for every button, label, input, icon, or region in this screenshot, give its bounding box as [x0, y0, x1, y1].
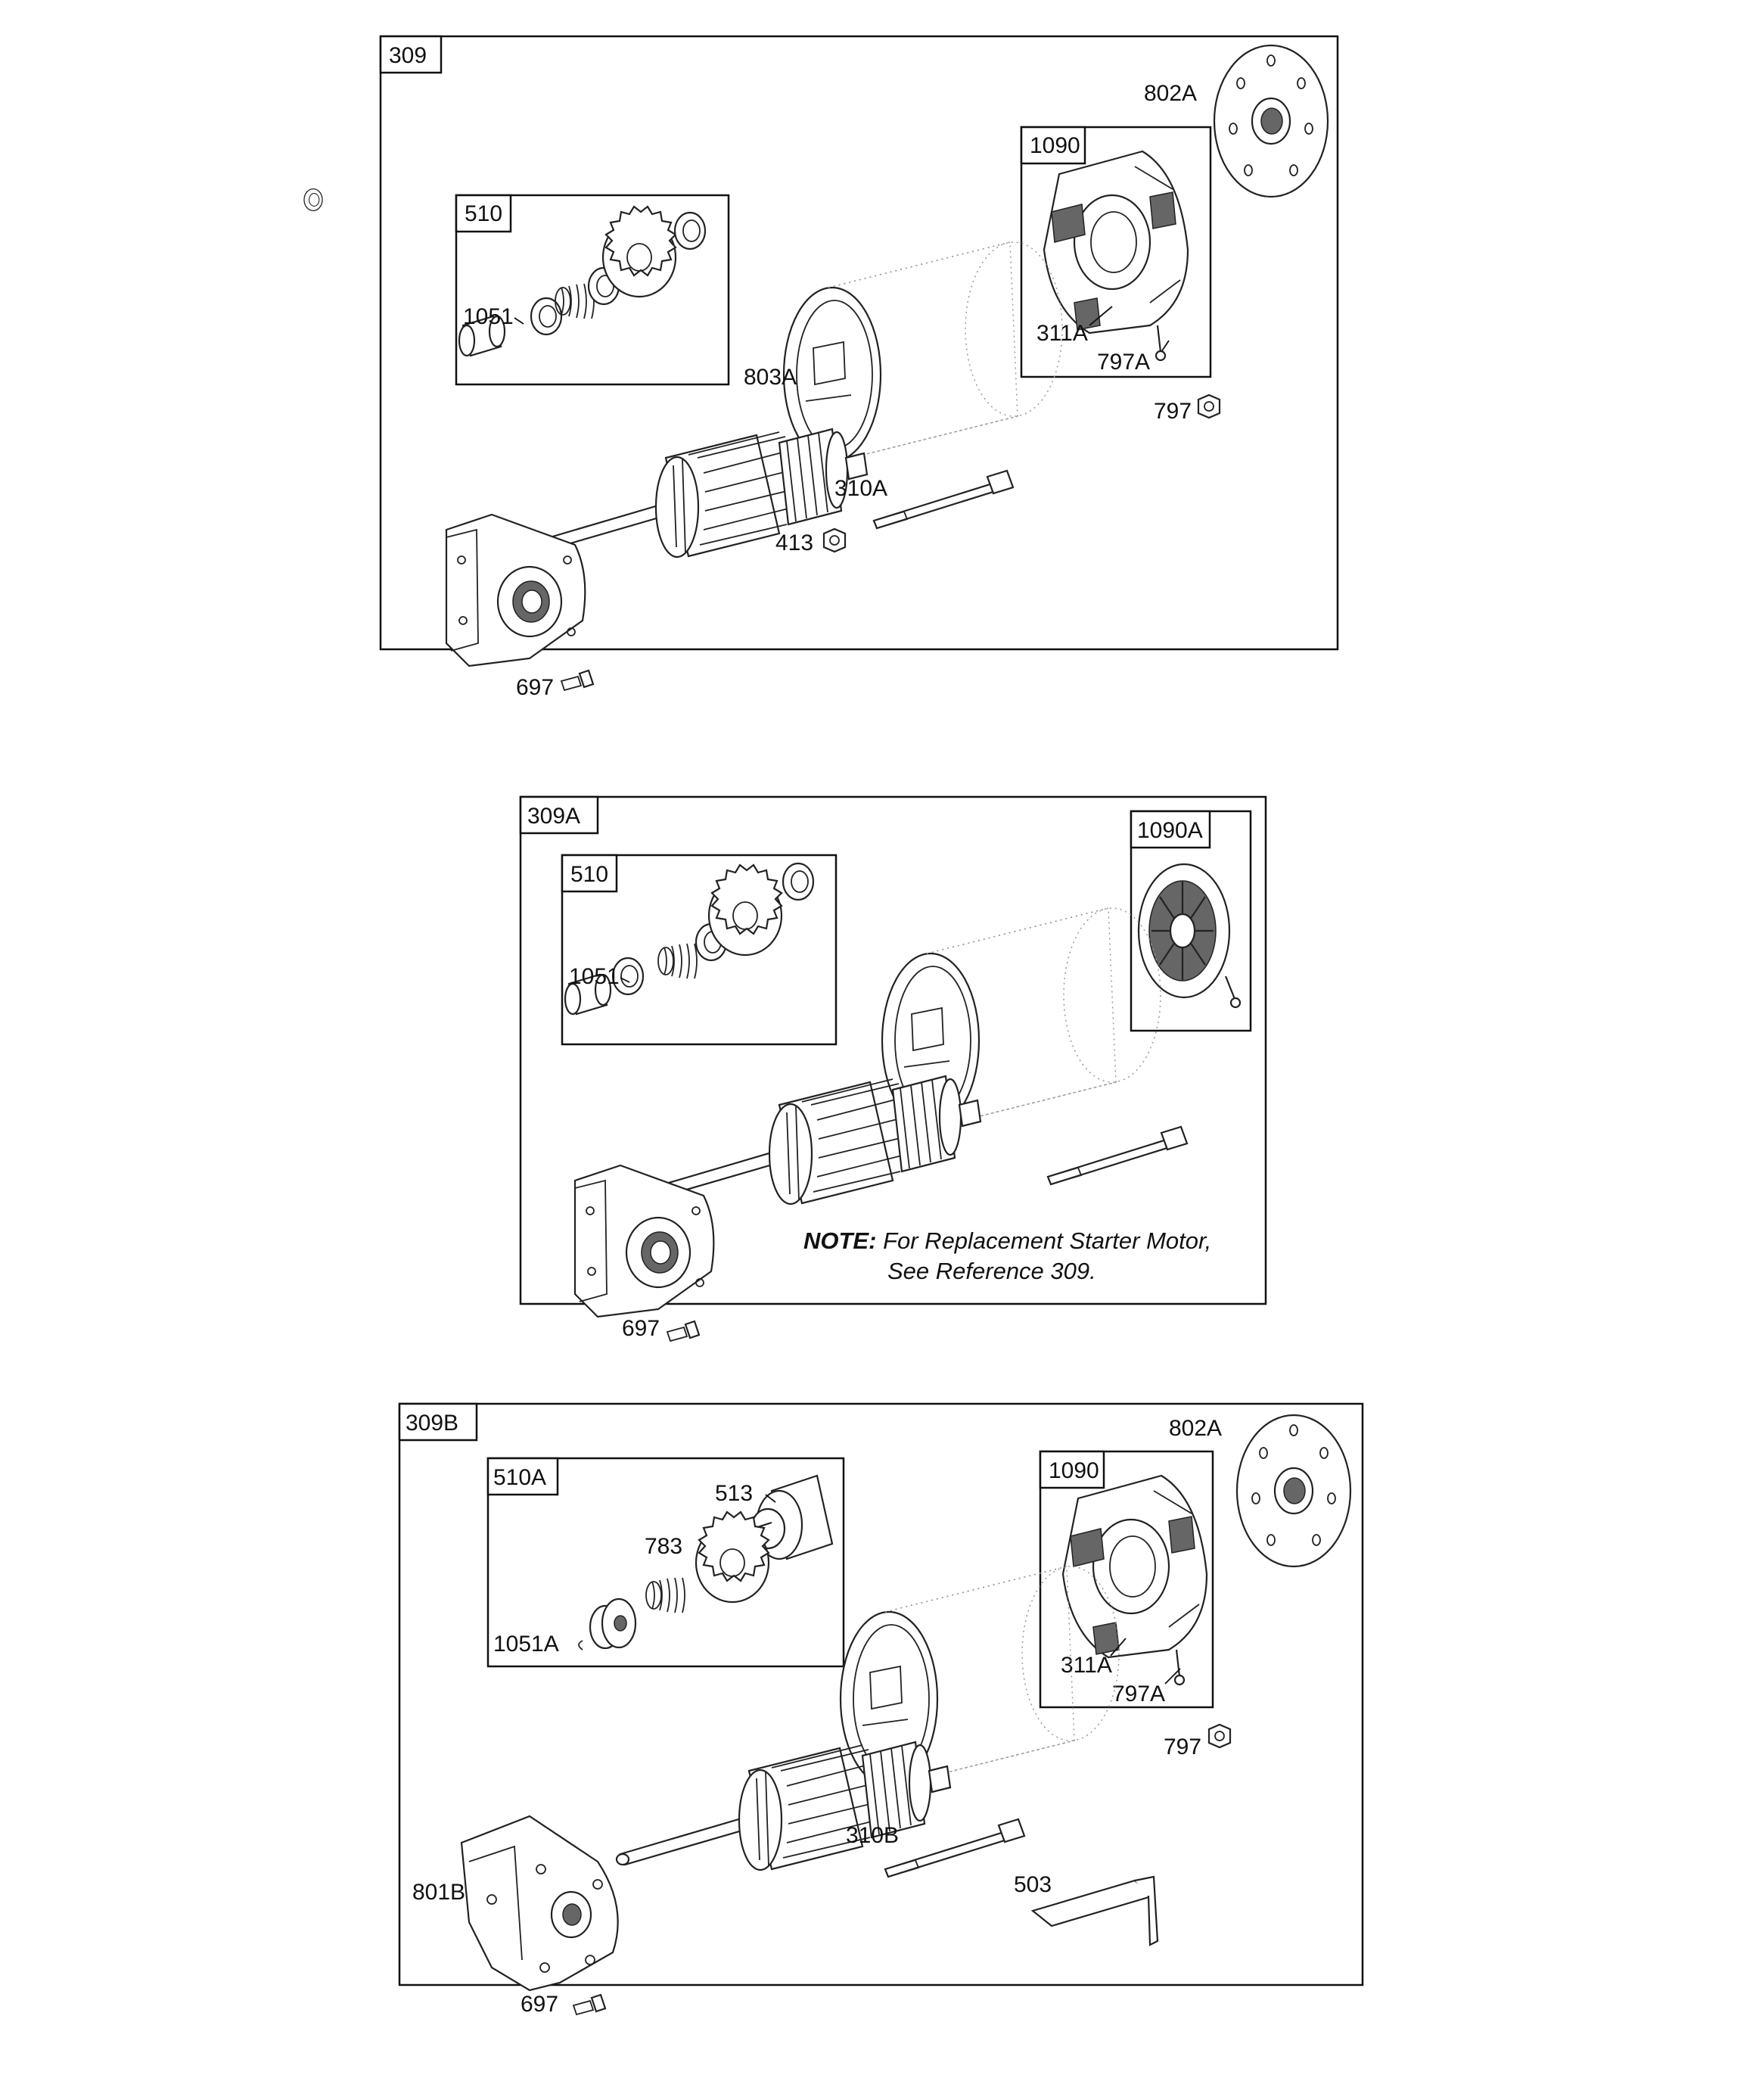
label-803A: 803A	[744, 365, 797, 390]
label-310B: 310B	[846, 1823, 900, 1848]
label-510-a: 510	[570, 862, 609, 887]
assembly-309	[304, 36, 1338, 700]
end-cap-brush-assembly	[1139, 864, 1240, 1007]
label-797-b: 797	[1164, 1734, 1202, 1759]
stop-collar	[675, 213, 705, 249]
label-802A-b: 802A	[1169, 1416, 1223, 1441]
label-797: 797	[1154, 399, 1192, 424]
nut-797	[1198, 395, 1220, 418]
label-309B: 309B	[406, 1411, 459, 1436]
assembly-309B	[399, 1404, 1363, 2017]
label-1051-a: 1051	[569, 964, 620, 989]
label-513: 513	[715, 1481, 754, 1506]
note-line-2: See Reference 309.	[887, 1258, 1096, 1284]
label-797A: 797A	[1097, 350, 1151, 375]
screw-697-b	[573, 1995, 605, 2014]
label-802A: 802A	[1144, 81, 1198, 106]
end-cap	[1214, 45, 1328, 197]
drive-spring-a	[658, 944, 697, 978]
label-1090: 1090	[1030, 133, 1080, 158]
armature-a	[647, 1076, 981, 1204]
screw-697	[561, 670, 593, 690]
label-1051: 1051	[463, 304, 514, 329]
drive-spacer	[590, 1599, 636, 1648]
note-line-1: NOTE: For Replacement Starter Motor,	[803, 1227, 1212, 1254]
stop-collar-a	[783, 863, 813, 900]
label-697: 697	[516, 675, 555, 700]
label-309: 309	[389, 43, 427, 68]
label-797A-b: 797A	[1112, 1682, 1166, 1706]
label-413: 413	[775, 530, 814, 555]
retaining-ring	[304, 189, 322, 211]
screw-697-a	[667, 1321, 699, 1341]
label-310A: 310A	[834, 476, 888, 501]
drive-washer	[531, 298, 561, 334]
label-1090-b: 1090	[1049, 1458, 1099, 1483]
through-bolt-a	[1048, 1127, 1187, 1184]
label-311A: 311A	[1036, 321, 1088, 346]
label-503: 503	[1014, 1872, 1052, 1897]
armature-b	[617, 1742, 950, 1870]
label-783: 783	[645, 1534, 683, 1559]
label-801B: 801B	[412, 1880, 466, 1905]
nut-797-b	[1209, 1725, 1230, 1747]
label-1090A: 1090A	[1137, 818, 1203, 843]
through-bolt	[874, 471, 1013, 528]
mounting-plate-801B	[462, 1816, 618, 1990]
label-697-b: 697	[521, 1992, 559, 2017]
nut-413	[824, 529, 845, 552]
label-697-a: 697	[622, 1316, 660, 1341]
armature	[533, 429, 867, 557]
label-309A: 309A	[527, 804, 581, 829]
end-cap-b	[1237, 1415, 1350, 1566]
assembly-309A	[521, 797, 1266, 1341]
label-311A-b: 311A	[1061, 1653, 1112, 1678]
pinion-gear-a	[709, 865, 782, 955]
label-510A: 510A	[493, 1465, 547, 1490]
label-510: 510	[465, 201, 503, 226]
drive-spring-b	[646, 1578, 685, 1613]
pinion-gear	[603, 207, 676, 297]
label-1051A: 1051A	[493, 1632, 559, 1657]
